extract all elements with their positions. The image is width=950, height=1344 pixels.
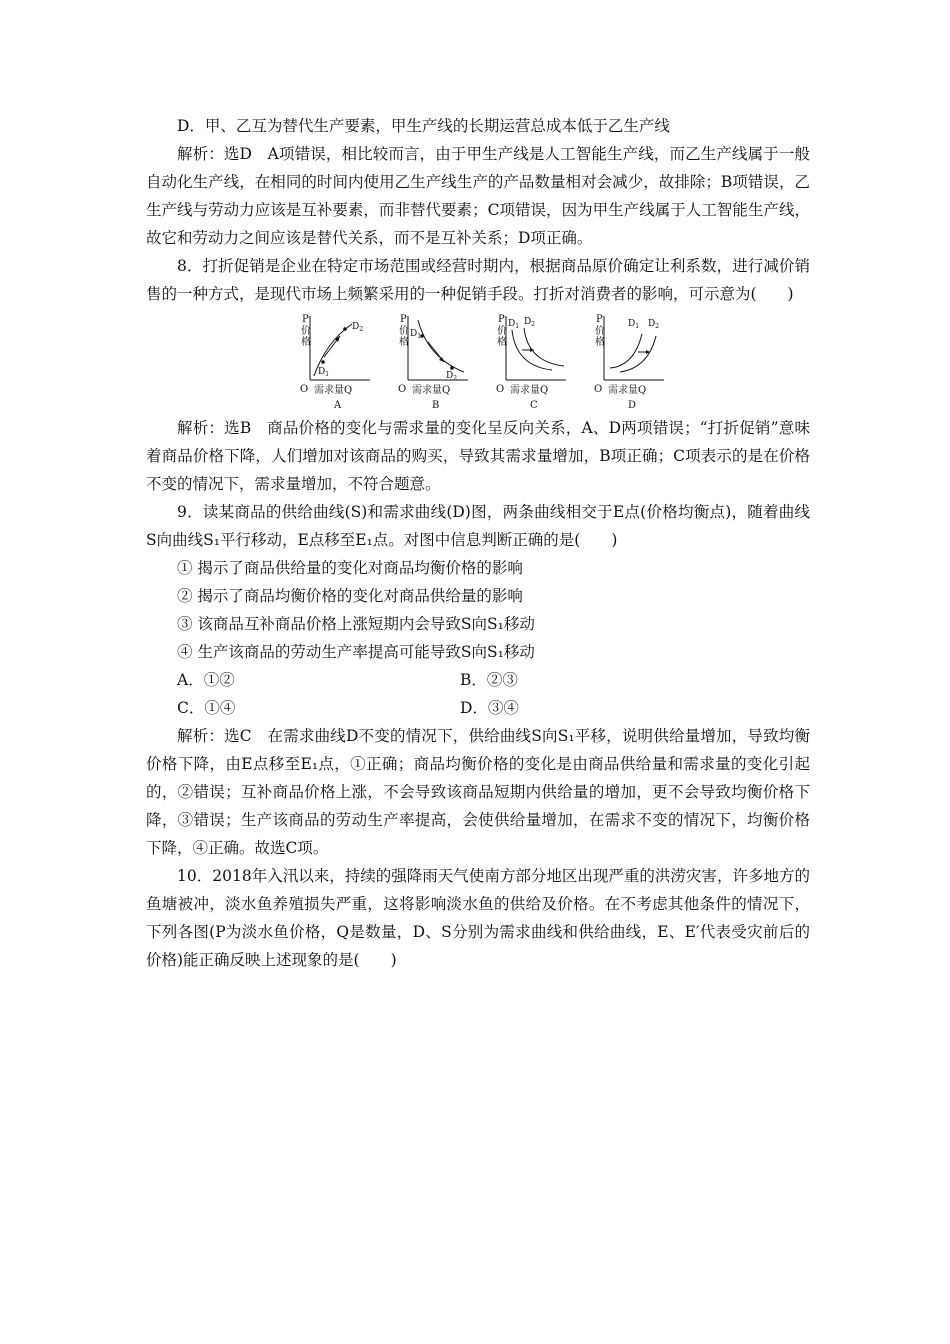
document-page <box>146 112 810 974</box>
curve-d2 <box>524 328 564 366</box>
axis-price-1: 价 <box>301 326 311 337</box>
label-d1: $D_1$ <box>628 319 640 330</box>
chart-label: A <box>334 400 342 411</box>
q9-stem: 9．读某商品的供给曲线(S)和需求曲线(D)图，两条曲线相交于E点(价格均衡点)，随着曲线S向曲线S₁平行移动，E点移至E₁点。对图中信息判断正确的是( ) <box>146 503 810 549</box>
label-d1: $D_1$ <box>508 319 520 330</box>
axis-p: P <box>400 314 407 325</box>
chart-label: D <box>628 400 637 411</box>
q8-analysis: 解析：选B 商品价格的变化与需求量的变化呈反向关系，A、D两项错误；“打折促销”意味着商品价格下降，人们增加对该商品的购买，导致其需求量增加，B项正确；C项表示的是在价格不变的情况下，需求量增加，不符合题意。 <box>146 419 810 493</box>
chart-b <box>388 312 470 412</box>
q9-choices-row-1 <box>146 666 810 694</box>
label-d2: $D_2$ <box>446 371 458 382</box>
label-d1: $D_1$ <box>410 329 422 340</box>
chart-a <box>290 312 372 412</box>
axis-origin: O <box>496 384 505 395</box>
axis-origin: O <box>594 384 603 395</box>
axis-p: P <box>498 314 505 325</box>
chart-a-svg <box>290 312 372 412</box>
q10-stem: 10．2018年入汛以来，持续的强降雨天气使南方部分地区出现严重的洪涝灾害，许多地方的鱼塘被冲，淡水鱼养殖损失严重，这将影响淡水鱼的供给及价格。在不考虑其他条件的情况下，下列各图(P为淡水鱼价格，Q是数量，D、S分别为需求曲线和供给曲线，E、E′代表受灾前后的价格)能正确反映上述现象的是( ) <box>146 867 810 969</box>
axis-origin: O <box>398 384 407 395</box>
axis-price-2: 格 <box>399 337 409 348</box>
axis-price-1: 价 <box>497 326 507 337</box>
q9-analysis: 解析：选C 在需求曲线D不变的情况下，供给曲线S向S₁平移，说明供给量增加，导致均衡价格下降，由E点移至E₁点，①正确；商品均衡价格的变化是由商品供给量和需求量的变化引起的，②错误；互补商品价格上涨，不会导致该商品短期内供给量的增加，更不会导致均衡价格下降，③错误；生产该商品的劳动生产率提高，会使供给量增加，在需求不变的情况下，均衡价格下降，④正确。故选C项。 <box>146 727 810 857</box>
label-d1: $D_1$ <box>318 367 330 378</box>
q9-choice-b: B．②③ <box>460 671 518 689</box>
point-d2 <box>343 327 347 331</box>
axis-origin: O <box>300 384 309 395</box>
axis-price-2: 格 <box>301 337 311 348</box>
q9-choice-d: D．③④ <box>460 699 519 717</box>
axis-p: P <box>302 314 309 325</box>
point-d1 <box>321 360 325 364</box>
label-d2: $D_2$ <box>648 319 660 330</box>
axis-price-1: 价 <box>399 326 409 337</box>
axis-qty: 需求量Q <box>510 385 549 396</box>
axis-price-1: 价 <box>595 326 605 337</box>
axis-qty: 需求量Q <box>314 385 353 396</box>
label-d2: $D_2$ <box>524 317 536 328</box>
q9-item-1: ① 揭示了商品供给量的变化对商品均衡价格的影响 <box>177 559 523 577</box>
axis-qty: 需求量Q <box>608 385 647 396</box>
chart-d <box>584 312 666 412</box>
axis-qty: 需求量Q <box>412 385 451 396</box>
axis-p: P <box>596 314 603 325</box>
q9-choices-row-2 <box>146 694 810 722</box>
q8-charts <box>146 312 810 412</box>
q8-stem: 8．打折促销是企业在特定市场范围或经营时期内，根据商品原价确定让利系数，进行减价销售的一种方式，是现代市场上频繁采用的一种促销手段。打折对消费者的影响，可示意为( ) <box>146 257 810 303</box>
q9-item-3: ③ 该商品互补商品价格上涨短期内会导致S向S₁移动 <box>177 615 535 633</box>
chart-label: B <box>432 400 440 411</box>
q9-choice-c: C．①④ <box>177 699 236 717</box>
axis-price-2: 格 <box>497 337 507 348</box>
q7-analysis: 解析：选D A项错误，相比较而言，由于甲生产线是人工智能生产线，而乙生产线属于一般自动化生产线，在相同的时间内使用乙生产线生产的产品数量相对会减少，故排除；B项错误，乙生产线与劳动力应该是互补要素，而非替代要素；C项错误，因为甲生产线属于人工智能生产线，故它和劳动力之间应该是替代关系，而不是互补关系；D项正确。 <box>146 145 810 247</box>
q9-item-2: ② 揭示了商品均衡价格的变化对商品供给量的影响 <box>177 587 523 605</box>
q7-option-d: D．甲、乙互为替代生产要素，甲生产线的长期运营总成本低于乙生产线 <box>177 117 670 135</box>
chart-b-svg <box>388 312 470 412</box>
chart-c <box>486 312 568 412</box>
q9-choice-a: A．①② <box>177 671 235 689</box>
point-d2 <box>450 366 454 370</box>
axis-price-2: 格 <box>595 337 605 348</box>
label-d2: $D_2$ <box>352 322 364 333</box>
q9-item-4: ④ 生产该商品的劳动生产率提高可能导致S向S₁移动 <box>177 643 535 661</box>
curve <box>418 320 464 372</box>
chart-label: C <box>530 400 538 411</box>
curve-d2 <box>620 336 656 372</box>
chart-c-svg <box>486 312 568 412</box>
chart-d-svg <box>584 312 666 412</box>
curve-d1 <box>610 334 642 368</box>
